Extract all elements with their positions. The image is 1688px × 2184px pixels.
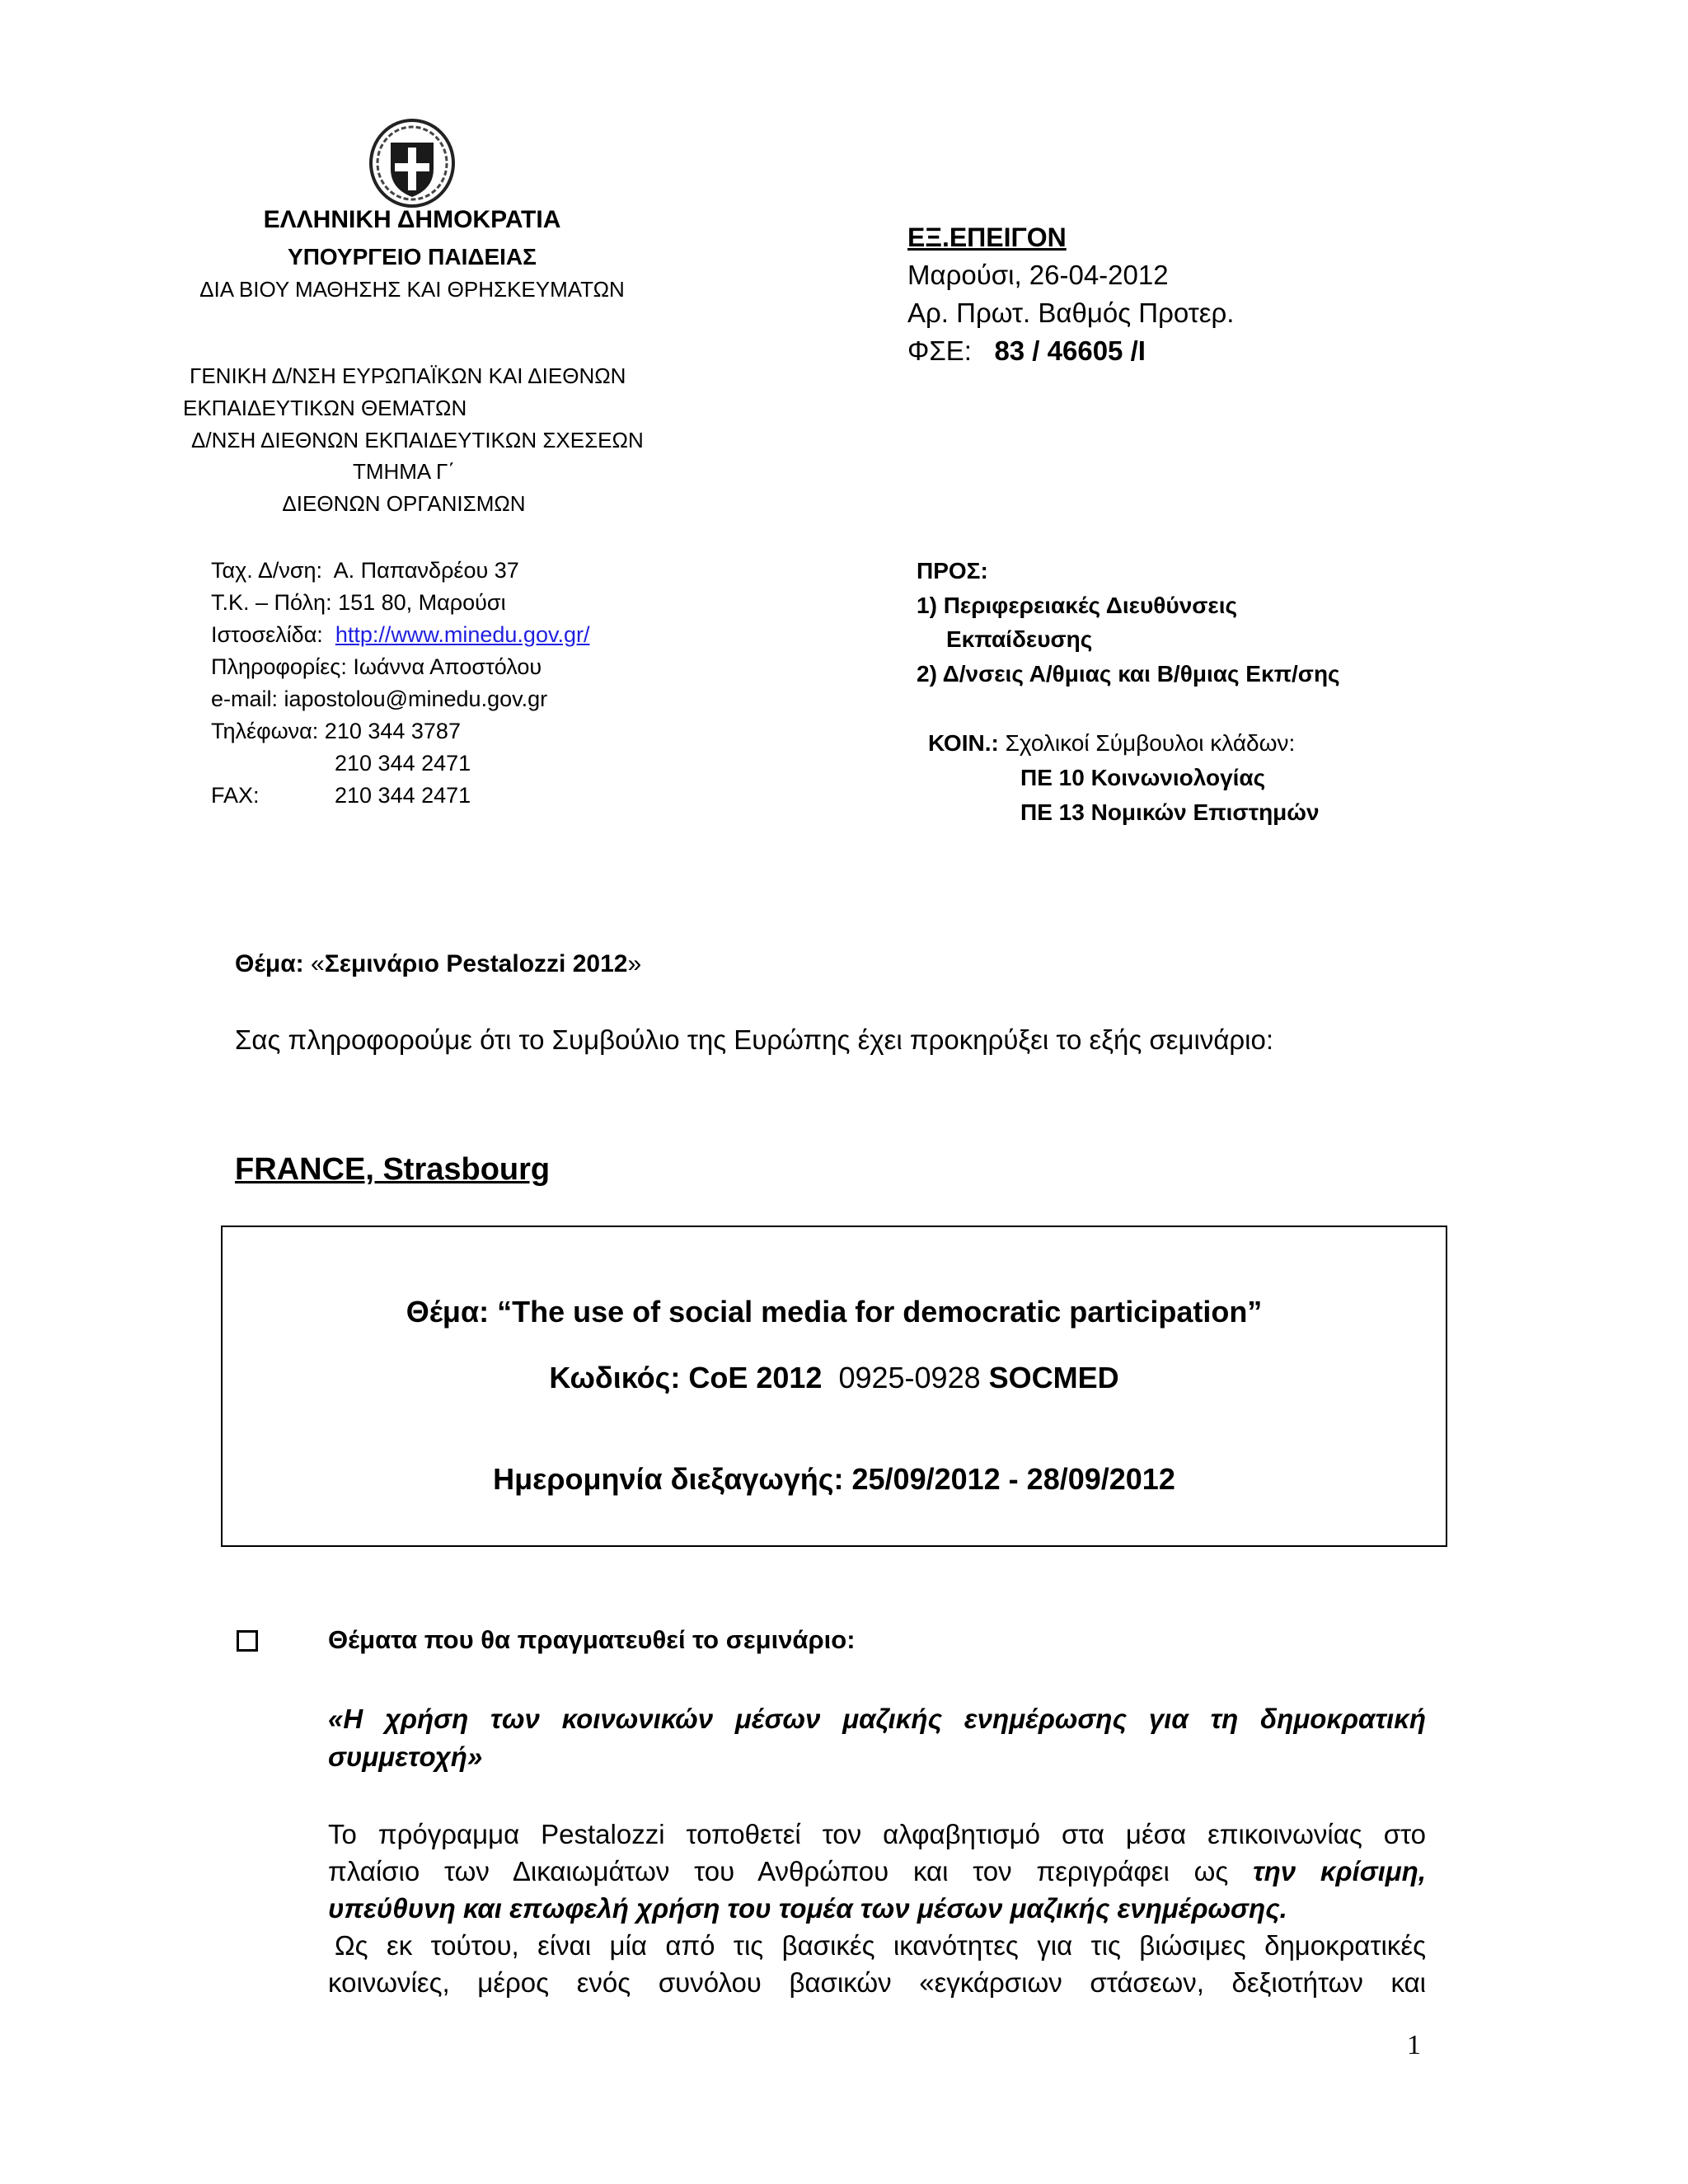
recipient-2: 2) Δ/νσεις Α/θμιας και Β/θμιας Εκπ/σης [917,661,1340,687]
recipient-1-number: 1) [917,593,937,618]
section-quote-line-2: συμμετοχή» [328,1741,483,1772]
paragraph-line-5: κοινωνίες, μέρος ενός συνόλου βασικών «εγκάρσιων στάσεων, δεξιοτήτων και [328,1967,1426,1998]
directorate-line-3: Δ/ΝΣΗ ΔΙΕΘΝΩΝ ΕΚΠΑΙΔΕΥΤΙΚΩΝ ΣΧΕΣΕΩΝ [191,428,644,452]
recipient-1-line-a: Περιφερειακές Διευθύνσεις [943,593,1238,618]
subject-open-quote: « [311,950,325,977]
subject-close-quote: » [627,950,642,977]
email-row: e-mail: iapostolou@minedu.gov.gr [211,687,548,711]
website-row [211,618,589,651]
seminar-dates-label: Ημερομηνία διεξαγωγής: [493,1462,844,1496]
info-value: Ιωάννα Αποστόλου [353,654,542,679]
fax-label: FAX: [211,783,260,808]
address-value: Α. Παπανδρέου 37 [333,558,519,583]
fax-value: 210 344 2471 [335,783,471,808]
directorate-line-2: ΕΚΠΑΙΔΕΥΤΙΚΩΝ ΘΕΜΑΤΩΝ [183,396,467,420]
subject-label: Θέμα: [235,950,304,977]
phone-label: Τηλέφωνα: [211,719,319,743]
paragraph-line-3: υπεύθυνη και επωφελή χρήση του τομέα των μέσων μαζικής ενημέρωσης. [328,1893,1287,1924]
seminar-code-suffix: SOCMED [988,1361,1119,1394]
seminar-dates [221,1462,1447,1497]
website-label: Ιστοσελίδα: [211,622,323,647]
postal-value: 151 80, Μαρούσι [338,590,506,615]
cc-text: Σχολικοί Σύμβουλοι κλάδων: [1005,730,1296,756]
paragraph-line-2-text: πλαίσιο των Δικαιωμάτων του Ανθρώπου και τον περιγράφει ως [328,1856,1254,1886]
seminar-topic [221,1295,1447,1329]
cc-label: ΚΟΙΝ.: [928,730,999,756]
seminar-code-number: 0925-0928 [838,1361,981,1394]
paragraph-line-2-emphasis: την κρίσιμη, [1253,1856,1426,1886]
address-row [211,554,519,587]
seminar-dates-value: 25/09/2012 - 28/09/2012 [851,1462,1175,1496]
seminar-code-prefix: CoE 2012 [688,1361,823,1394]
fse-row [907,335,1146,367]
subject-text: Σεμινάριο Pestalozzi 2012 [324,950,628,977]
paragraph-line-4: Ως εκ τούτου, είναι μία από τις βασικές ικανότητες για τις βιώσιμες δημοκρατικές [335,1930,1426,1961]
seminar-code-label: Κωδικός: [549,1361,681,1394]
cc-recipient-2: ΠΕ 13 Νομικών Επιστημών [1020,799,1320,825]
postal-label: Τ.Κ. – Πόλη: [211,590,332,615]
cc-row [928,730,1295,757]
ministry-subtitle: ΔΙΑ ΒΙΟΥ ΜΑΘΗΣΗΣ ΚΑΙ ΘΡΗΣΚΕΥΜΑΤΩΝ [199,277,625,302]
seminar-location: FRANCE, Strasbourg [235,1152,551,1187]
info-label: Πληροφορίες: [211,654,347,679]
directorate-line-1: ΓΕΝΙΚΗ Δ/ΝΣΗ ΕΥΡΩΠΑΪΚΩΝ ΚΑΙ ΔΙΕΘΝΩΝ [190,363,626,388]
address-label: Ταχ. Δ/νση: [211,558,323,583]
seminar-topic-label: Θέμα: [406,1295,490,1329]
phone-value-2: 210 344 2471 [335,751,471,776]
recipient-1-line-b: Εκπαίδευσης [946,626,1093,652]
ministry-name: ΥΠΟΥΡΓΕΙΟ ΠΑΙΔΕΙΑΣ [288,244,537,269]
state-name: ΕΛΛΗΝΙΚΗ ΔΗΜΟΚΡΑΤΙΑ [263,206,561,233]
recipient-1 [917,593,1237,619]
fse-label: ΦΣΕ: [907,335,972,366]
seminar-code [221,1361,1447,1395]
checkbox-bullet-icon [237,1630,258,1652]
page-number: 1 [1407,2030,1421,2060]
urgency-label: ΕΞ.ΕΠΕΙΓΟΝ [907,223,1067,252]
greek-coat-of-arms-icon [368,118,457,209]
protocol-label: Αρ. Πρωτ. Βαθμός Προτερ. [907,298,1235,328]
postal-row [211,586,506,619]
section-heading: Θέματα που θα πραγματευθεί το σεμινάριο: [328,1625,856,1654]
paragraph-line-1: Το πρόγραμμα Pestalozzi τοποθετεί τον αλφαβητισμό στα μέσα επικοινωνίας στο [328,1819,1426,1849]
seminar-topic-value: “The use of social media for democratic participation” [497,1295,1263,1329]
section-quote-line-1: «Η χρήση των κοινωνικών μέσων μαζικής ενημέρωσης για τη δημοκρατική [328,1704,1426,1734]
fse-value: 83 / 46605 /Ι [994,335,1146,366]
paragraph-line-2 [328,1856,1426,1887]
intro-text: Σας πληροφορούμε ότι το Συμβούλιο της Ευρώπης έχει προκηρύξει το εξής σεμινάριο: [235,1024,1274,1055]
recipients-label: ΠΡΟΣ: [917,558,988,583]
info-row [211,650,542,683]
place-date: Μαρούσι, 26-04-2012 [907,260,1169,290]
department-subtitle: ΔΙΕΘΝΩΝ ΟΡΓΑΝΙΣΜΩΝ [282,491,526,516]
subject-line [235,950,641,978]
phone-row [211,715,461,748]
website-link[interactable]: http://www.minedu.gov.gr/ [335,622,590,647]
department-name: ΤΜΗΜΑ Γ΄ [352,459,456,484]
phone-value-1: 210 344 3787 [324,719,461,743]
cc-recipient-1: ΠΕ 10 Κοινωνιολογίας [1020,765,1266,790]
